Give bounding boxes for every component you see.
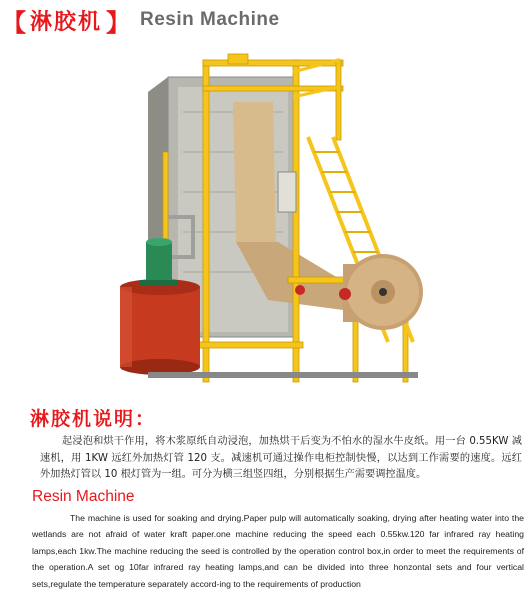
header-title-cn: 淋胶机 xyxy=(30,9,103,35)
en-description-text: The machine is used for soaking and drying.Paper pulp will automatically soaking, drying after heating water into the wetlands are not afraid of water kraft paper.one machine reducing the speed each 0.55kw.120 far infrared ray heating lamps,each 1kw.The machine reducing the seed is controlled by the operation control box,in order to meet the requirements of the operation.A set og 10far infrared ray heating lamps,and can be divided into three honzontal sets and four vertical sets,regulate the temperature separately accord-ing to the requirements of production xyxy=(32,513,524,589)
header-bracket-right: 】 xyxy=(106,8,131,37)
motor xyxy=(146,242,172,284)
header-title-en: Resin Machine xyxy=(140,9,280,30)
cn-description-heading: 淋胶机说明： xyxy=(30,408,157,430)
page-header xyxy=(2,6,280,37)
paper-sheet xyxy=(233,102,276,242)
cn-description-text: 起浸泡和烘干作用，将木浆原纸自动浸泡，加热烘干后变为不怕水的湿水牛皮纸。用一台 0.55KW 减速机，用 1KW 远红外加热灯管 120 支。减速机可通过操作电柜控制快慢，以达到工作需要的速度。远红外加热灯管以 10 根灯管为一组。可分为横三组竖四组，分别根据生产需要调控温度。 xyxy=(40,436,522,480)
control-box xyxy=(278,172,296,212)
header-bracket-left: 【 xyxy=(2,8,26,37)
machine-photo xyxy=(108,42,428,392)
en-description-heading: Resin Machine xyxy=(32,488,135,505)
